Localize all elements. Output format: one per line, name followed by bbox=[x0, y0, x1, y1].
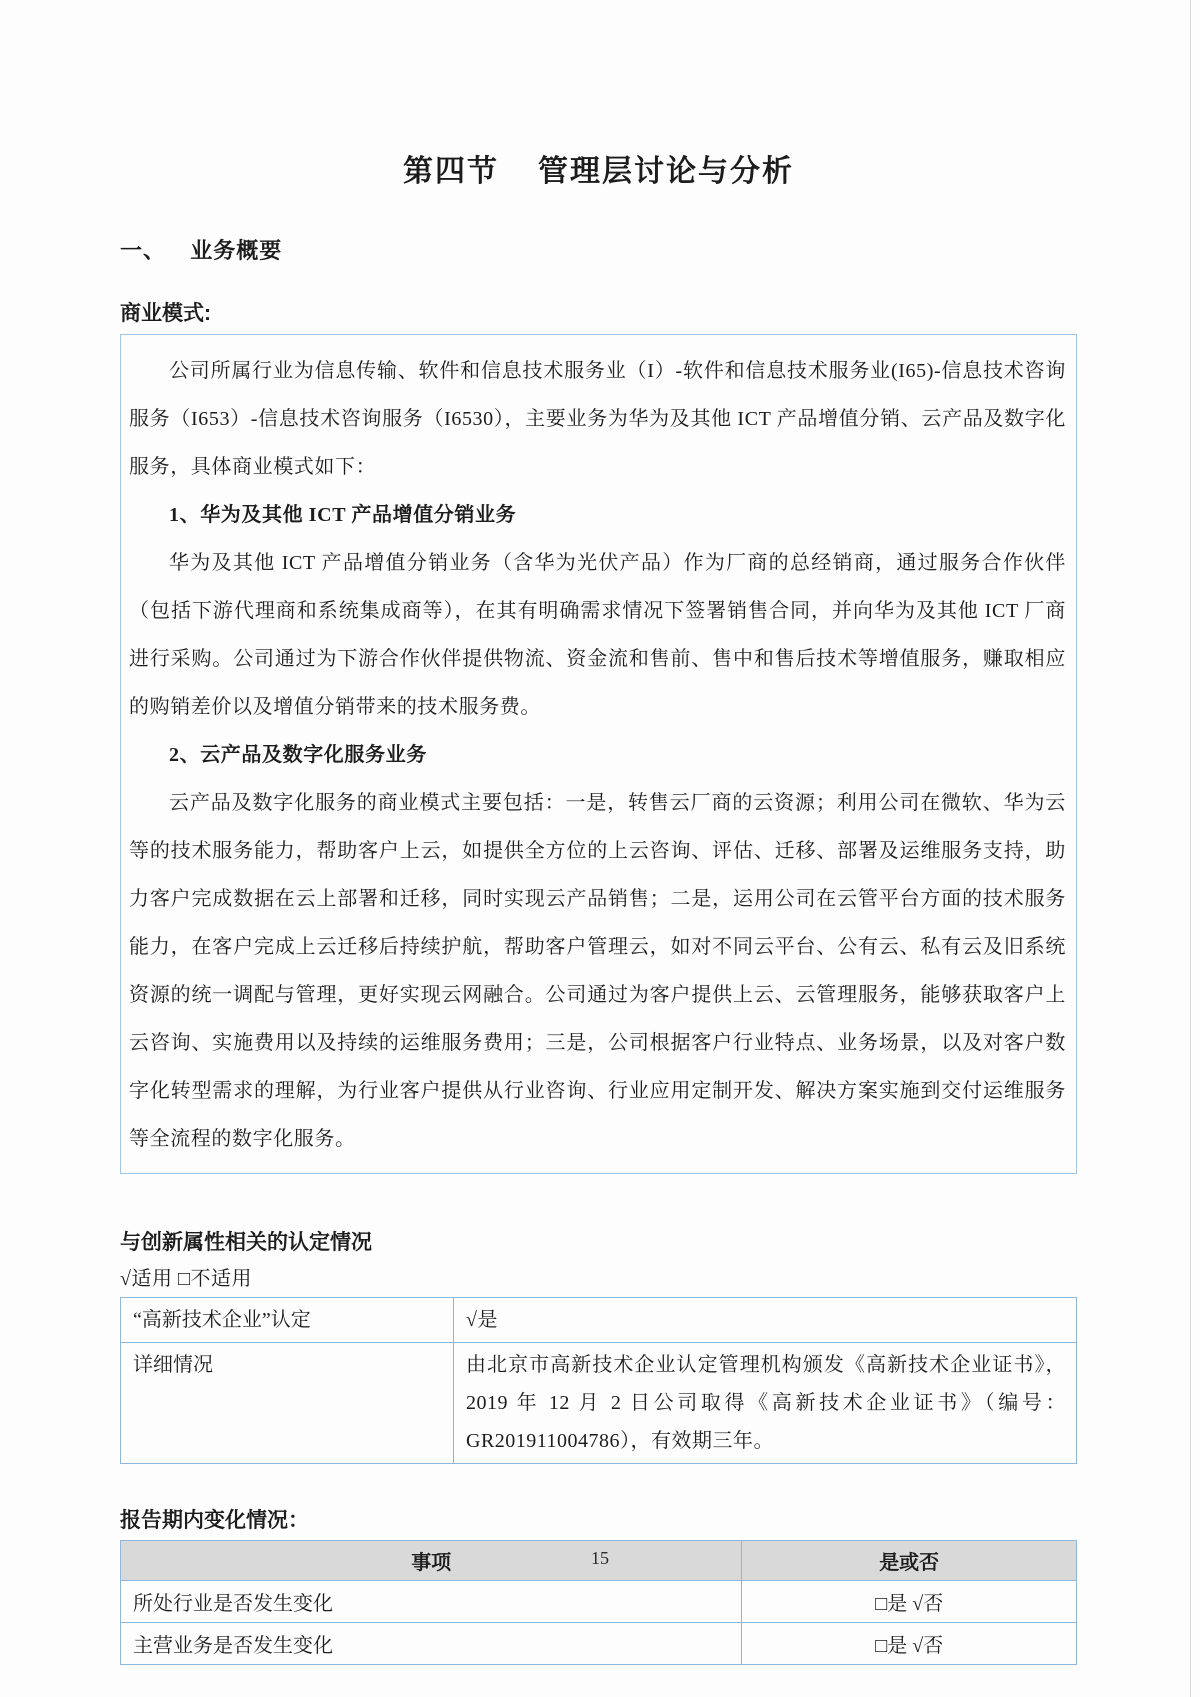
table-row bbox=[121, 1623, 1077, 1665]
value-line: GR201911004786），有效期三年。 bbox=[466, 1430, 775, 1452]
innovation-row-label: “高新技术企业”认定 bbox=[121, 1298, 454, 1343]
business-model-box bbox=[120, 334, 1077, 1174]
page-number: 15 bbox=[591, 1548, 609, 1568]
title-section-number: 第四节 bbox=[403, 155, 499, 188]
section-label: 业务概要 bbox=[190, 238, 283, 263]
change-answer: □是 √否 bbox=[742, 1623, 1077, 1665]
business-model-label: 商业模式: bbox=[120, 302, 211, 325]
change-item: 所处行业是否发生变化 bbox=[121, 1581, 742, 1623]
business-model-paragraph: 华为及其他 ICT 产品增值分销业务（含华为光伏产品）作为厂商的总经销商，通过服务合作伙伴（包括下游代理商和系统集成商等），在其有明确需求情况下签署销售合同，并向华为及其他 ICT 厂商进行采购。公司通过为下游合作伙伴提供物流、资金流和售前、售中和售后技术等增值服务，赚取相应的购销差价以及增值分销带来的技术服务费。 bbox=[129, 552, 1066, 718]
report-changes-heading: 报告期内变化情况： bbox=[120, 1509, 309, 1532]
business-model-paragraph: 云产品及数字化服务的商业模式主要包括：一是，转售云厂商的云资源；利用公司在微软、华为云等的技术服务能力，帮助客户上云，如提供全方位的上云咨询、评估、迁移、部署及运维服务支持，助力客户完成数据在云上部署和迁移，同时实现云产品销售；二是，运用公司在云管平台方面的技术服务能力，在客户完成上云迁移后持续护航，帮助客户管理云，如对不同云平台、公有云、私有云及旧系统资源的统一调配与管理，更好实现云网融合。公司通过为客户提供上云、云管理服务，能够获取客户上云咨询、实施费用以及持续的运维服务费用；三是，公司根据客户行业特点、业务场景，以及对客户数字化转型需求的理解，为行业客户提供从行业咨询、行业应用定制开发、解决方案实施到交付运维服务等全流程的数字化服务。 bbox=[129, 792, 1066, 1150]
page-title bbox=[120, 146, 1077, 190]
innovation-row-value bbox=[454, 1298, 1077, 1343]
innovation-heading: 与创新属性相关的认定情况 bbox=[120, 1231, 372, 1254]
table-row bbox=[121, 1343, 1077, 1464]
value-line: 2019 年 12 月 2 日公司取得《高新技术企业证书》（编号： bbox=[466, 1392, 1066, 1414]
value-line: √是 bbox=[466, 1309, 498, 1331]
business-model-subheading-2: 2、云产品及数字化服务业务 bbox=[169, 744, 427, 766]
section-heading bbox=[120, 234, 1077, 265]
value-line: 由北京市高新技术企业认定管理机构颁发《高新技术企业证书》， bbox=[466, 1354, 1066, 1376]
title-text: 管理层讨论与分析 bbox=[538, 155, 794, 188]
business-model-paragraph: 公司所属行业为信息传输、软件和信息技术服务业（I）-软件和信息技术服务业(I65)-信息技术咨询服务（I653）-信息技术咨询服务（I6530），主要业务为华为及其他 ICT 产品增值分销、云产品及数字化服务，具体商业模式如下： bbox=[129, 360, 1066, 478]
table-row bbox=[121, 1581, 1077, 1623]
column-header-yesno: 是或否 bbox=[742, 1541, 1077, 1581]
change-answer: □是 √否 bbox=[742, 1581, 1077, 1623]
applicability-line: √适用 □不适用 bbox=[120, 1268, 253, 1290]
innovation-row-label: 详细情况 bbox=[121, 1343, 454, 1464]
change-item: 主营业务是否发生变化 bbox=[121, 1623, 742, 1665]
innovation-row-value bbox=[454, 1343, 1077, 1464]
section-number: 一、 bbox=[120, 238, 167, 263]
business-model-subheading-1: 1、华为及其他 ICT 产品增值分销业务 bbox=[169, 504, 517, 526]
table-row bbox=[121, 1298, 1077, 1343]
column-header-item: 事项 bbox=[121, 1541, 742, 1581]
innovation-table bbox=[120, 1297, 1077, 1464]
